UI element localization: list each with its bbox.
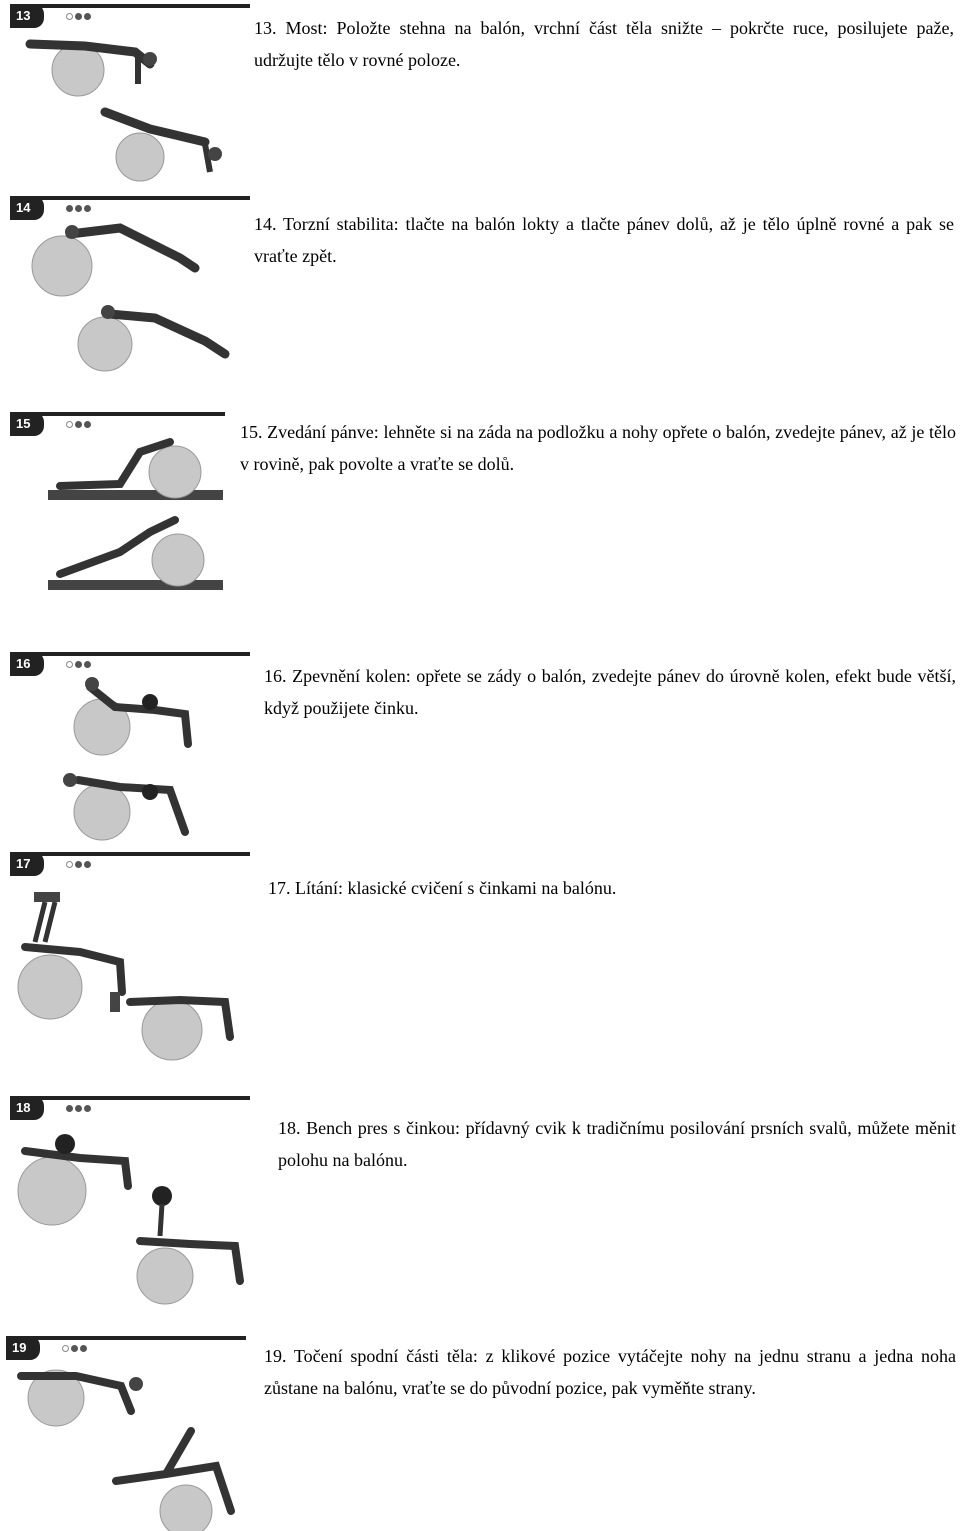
exercise-17 [0, 852, 960, 1062]
exercise-number-badge: 16 [10, 652, 44, 676]
exercise-figure-image [10, 196, 235, 374]
exercise-text: 19. Točení spodní části těla: z klikové pozice vytáčejte nohy na jednu stranu a jedna noha zůstane na balónu, vraťte se do původní pozice, pak vyměňte strany. [264, 1346, 956, 1398]
exercise-15 [0, 412, 960, 598]
exercise-14 [0, 196, 960, 376]
exercise-text: 13. Most: Položte stehna na balón, vrchní část těla snižte – pokrčte ruce, posilujete paže, udržujte tělo v rovné poloze. [254, 18, 954, 70]
exercise-19 [0, 1336, 960, 1531]
exercise-number-badge: 19 [6, 1336, 40, 1360]
exercise-illustration [10, 196, 235, 374]
exercise-figure-image [10, 852, 245, 1058]
exercise-figure-image [10, 1096, 245, 1302]
exercise-16 [0, 652, 960, 840]
exercise-illustration [10, 4, 235, 190]
exercise-figure-image [10, 412, 225, 594]
exercise-figure-image [10, 4, 235, 190]
exercise-illustration [10, 412, 225, 594]
exercise-number-badge: 14 [10, 196, 44, 220]
exercise-number-badge: 17 [10, 852, 44, 876]
exercise-text: 14. Torzní stabilita: tlačte na balón lokty a tlačte pánev dolů, až je tělo úplně rovné a pak se vraťte zpět. [254, 214, 954, 266]
exercise-13 [0, 0, 960, 190]
exercise-figure-image [10, 652, 245, 838]
exercise-illustration [6, 1336, 244, 1531]
exercise-number-badge: 18 [10, 1096, 44, 1120]
exercise-figure-image [6, 1336, 244, 1531]
exercise-illustration [10, 852, 245, 1058]
exercise-18 [0, 1096, 960, 1306]
exercise-illustration [10, 652, 245, 838]
exercise-number-badge: 13 [10, 4, 44, 28]
exercise-text: 18. Bench pres s činkou: přídavný cvik k tradičnímu posilování prsních svalů, můžete měnit polohu na balónu. [278, 1118, 956, 1170]
exercise-illustration [10, 1096, 245, 1302]
exercise-text: 15. Zvedání pánve: lehněte si na záda na podložku a nohy opřete o balón, zvedejte pánev, až je tělo v rovině, pak povolte a vraťte se dolů. [240, 422, 956, 474]
exercise-text: 16. Zpevnění kolen: opřete se zády o balón, zvedejte pánev do úrovně kolen, efekt bude větší, když použijete činku. [264, 666, 956, 718]
exercise-text: 17. Lítání: klasické cvičení s činkami na balónu. [268, 878, 617, 898]
exercise-number-badge: 15 [10, 412, 44, 436]
